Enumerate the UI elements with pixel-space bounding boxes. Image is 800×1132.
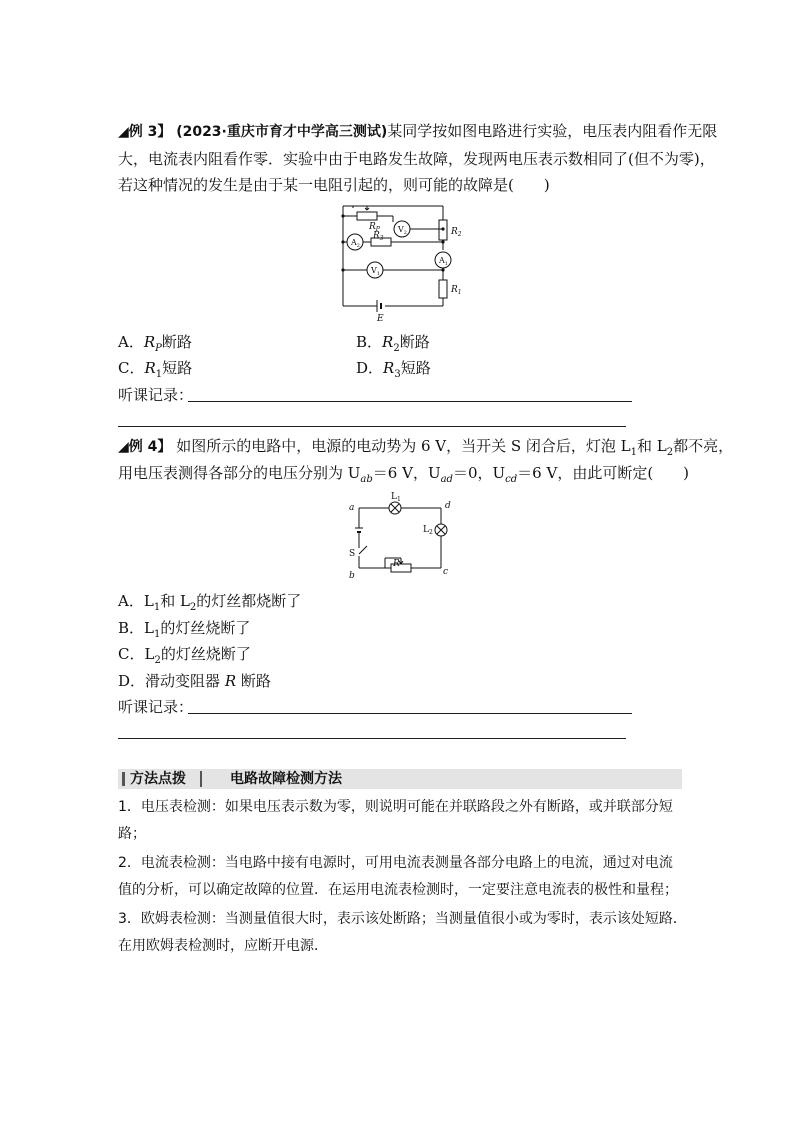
example3-line3: 若这种情况的发生是由于某一电阻引起的，则可能的故障是( ) bbox=[118, 176, 550, 194]
label-r1: $R_1$ bbox=[451, 285, 462, 296]
label-r2: $R_2$ bbox=[451, 227, 462, 238]
node-a: a bbox=[349, 503, 355, 513]
example4-line1: ◢例 4】 如图所示的电路中，电源的电动势为 6 V，当开关 S 闭合后，灯泡 $L_1$和 $L_2$都不亮， bbox=[118, 437, 734, 458]
example4-option-b: B．$L_1$的灯丝烧断了 bbox=[118, 619, 251, 640]
label-rp: $R_P$ bbox=[369, 222, 380, 233]
example3-option-c: C．$R_1$短路 bbox=[118, 359, 193, 380]
method-header-bar bbox=[118, 769, 682, 789]
node-c: c bbox=[443, 567, 449, 577]
meter-v2: $V_2$ bbox=[398, 225, 407, 236]
example3-source: (2023·重庆市育才中学高三测试) bbox=[176, 124, 388, 140]
meter-v1: $V_1$ bbox=[371, 266, 380, 277]
label-r: R bbox=[393, 559, 400, 569]
example3-tag: ◢例 3】 bbox=[118, 124, 172, 140]
example4-notes-line-2 bbox=[118, 738, 626, 739]
example4-notes-line-1 bbox=[188, 713, 632, 714]
example4-option-d: D．滑动变阻器 R 断路 bbox=[118, 672, 271, 690]
label-s: S bbox=[349, 549, 356, 559]
example4-circuit-diagram bbox=[345, 488, 455, 580]
example4-option-a: A．$L_1$和 $L_2$的灯丝都烧断了 bbox=[118, 592, 302, 613]
node-d: d bbox=[445, 501, 451, 511]
method-header-accent bbox=[122, 772, 125, 786]
example3-notes-line-2 bbox=[118, 426, 626, 427]
example3-circuit-diagram bbox=[335, 198, 470, 324]
example4-tag: ◢例 4】 bbox=[118, 439, 172, 455]
meter-a2: $A_2$ bbox=[351, 238, 360, 249]
example4-notes-label: 听课记录： bbox=[118, 698, 194, 716]
method-paragraph-3a: 3．欧姆表检测：当测量值很大时，表示该处断路；当测量值很小或为零时，表示该处短路． bbox=[118, 911, 687, 927]
example4-option-c: C．$L_2$的灯丝烧断了 bbox=[118, 645, 251, 666]
bracket-icon: ◢ bbox=[118, 124, 129, 140]
method-paragraph-2b: 值的分析，可以确定故障的位置．在运用电流表检测时，一定要注意电流表的极性和量程； bbox=[118, 882, 678, 898]
example3-line2: 大，电流表内阻看作零．实验中由于电路发生故障，发现两电压表示数相同了(但不为零)， bbox=[118, 150, 715, 168]
meter-a1: $A_1$ bbox=[439, 256, 448, 267]
method-paragraph-2a: 2．电流表检测：当电路中接有电源时，可用电流表测量各部分电路上的电流，通过对电流 bbox=[118, 855, 673, 871]
example4-line2: 用电压表测得各部分的电压分别为 $U_{ab}=6$ V，$U_{ad}=0$，$U_{cd}=6$ V，由此可断定( ) bbox=[118, 464, 690, 485]
example3-notes-line-1 bbox=[188, 401, 632, 402]
example3-line1-text: 某同学按如图电路进行实验，电压表内阻看作无限 bbox=[387, 122, 718, 140]
example3-line1 bbox=[118, 121, 717, 142]
label-l1: $L_1$ bbox=[391, 492, 401, 503]
example3-option-d: D．$R_3$短路 bbox=[356, 359, 431, 380]
method-paragraph-3b: 在用欧姆表检测时，应断开电源． bbox=[118, 938, 328, 954]
method-divider bbox=[200, 771, 202, 787]
bracket-icon: ◢ bbox=[118, 439, 129, 455]
label-l2: $L_2$ bbox=[423, 525, 433, 536]
example3-notes-label: 听课记录： bbox=[118, 386, 194, 404]
label-r3: $R_3$ bbox=[373, 231, 384, 242]
example3-option-a: A．$R_P$断路 bbox=[118, 333, 192, 354]
method-label: 方法点拨 bbox=[130, 771, 186, 787]
node-b: b bbox=[349, 571, 355, 580]
example3-option-b: B．$R_2$断路 bbox=[356, 333, 430, 354]
method-paragraph-1a: 1．电压表检测：如果电压表示数为零，则说明可能在并联路段之外有断路，或并联部分短 bbox=[118, 799, 673, 815]
method-title: 电路故障检测方法 bbox=[230, 771, 342, 787]
method-paragraph-1b: 路； bbox=[118, 826, 146, 842]
label-e: E bbox=[377, 314, 384, 324]
